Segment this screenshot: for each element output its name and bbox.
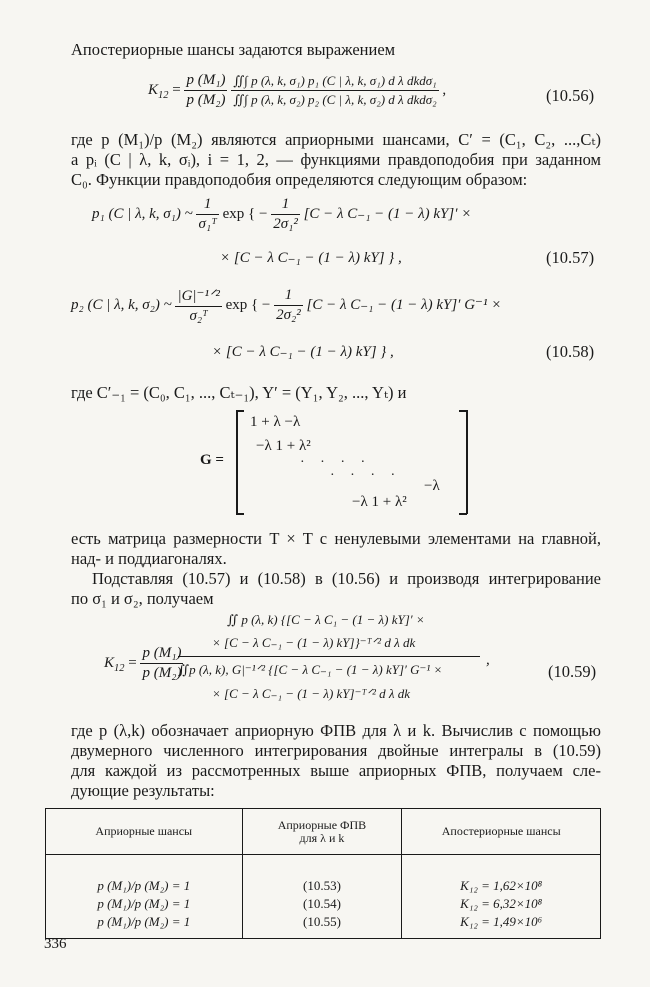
matrix-right-bracket-bottom xyxy=(459,513,467,515)
eq57-number: (10.57) xyxy=(546,248,595,267)
matrix-right-bracket-top xyxy=(459,410,467,412)
para1-line2: а pᵢ (C | λ, k, σᵢ), i = 1, 2, — функциями правдоподобия при заданном xyxy=(71,150,601,169)
table-cell: K₁₂ = 1,62×10⁸ xyxy=(402,877,601,895)
matrix-left-bracket xyxy=(236,410,238,514)
matrix-row-4: −λ 1 + λ² xyxy=(352,494,407,510)
intro-text: Апостериорные шансы задаются выражением xyxy=(71,40,396,59)
equation-10-56: $K_{12}$ = $\frac{\text{p (M₁)}}{\text{p (M₂)}}$ $\frac{\text{∬∫ p (λ, k, σ₁) p₁ (C | λ, k, σ₁) d λ dkdσ₁}}{\text{∬∫ p (λ, k, σ₂) p₂ (C | λ, k, σ₂) d λ dkdσ₂}}$ , xyxy=(148,72,447,108)
table-spacer-row xyxy=(46,855,601,877)
table-header: Априорные шансы xyxy=(46,809,243,855)
eq59-num-line2: × [C − λ C₋₁ − (1 − λ) kY]}⁻ᵀᐟ² d λ dk xyxy=(212,635,416,650)
matrix-dots-2: · · · · xyxy=(330,468,402,483)
equation-10-58-line1: p₂ (C | λ, k, σ₂) ~ $\frac{\text{|G|⁻¹ᐟ²}}{\text{σ₂ᵀ}}$ exp { − $\frac{1}{\text{2σ₂²}}$ [C − λ C₋₁ − (1 − λ) kY]′ G⁻¹ × xyxy=(71,287,502,324)
para5-line3: для каждой из рассмотренных выше априорных ФПВ, получаем сле- xyxy=(71,761,601,780)
eq59-den-line1: ∬p (λ, k), G|⁻¹ᐟ² {[C − λ C₋₁ − (1 − λ) kY]′ G⁻¹ × xyxy=(178,662,443,677)
matrix-left-bracket-top xyxy=(236,410,244,412)
matrix-row-3: −λ xyxy=(424,478,440,494)
matrix-lhs: G = xyxy=(200,452,224,468)
eq59-den-line2: × [C − λ C₋₁ − (1 − λ) kY]⁻ᵀᐟ² d λ dk xyxy=(212,686,411,701)
eq59-fraction-bar xyxy=(178,656,480,657)
eq59-comma: , xyxy=(486,652,490,668)
matrix-row-1: 1 + λ −λ xyxy=(250,414,301,430)
eq56-integral-ratio: $\frac{\text{∬∫ p (λ, k, σ₁) p₁ (C | λ, k, σ₁) d λ dkdσ₁}}{\text{∬∫ p (λ, k, σ₂) p₂ (C | λ, k, σ₂) d λ dkdσ₂}}$ xyxy=(233,73,437,107)
table-bottom-row xyxy=(46,931,601,939)
table-header-row xyxy=(46,809,601,855)
para5-line2: двумерного численного интегрирования двойные интегралы в (10.59) xyxy=(71,741,601,760)
para2-text: где C′₋₁ = (C₀, C₁, ..., Cₜ₋₁), Y′ = (Y₁, Y₂, ..., Yₜ) и xyxy=(71,383,407,402)
table-header: Апостериорные шансы xyxy=(402,809,601,855)
table-cell: p (M₁)/p (M₂) = 1 xyxy=(46,877,243,895)
para1-line3: C₀. Функции правдоподобия определяются следующим образом: xyxy=(71,170,528,189)
table-cell: (10.55) xyxy=(242,913,402,931)
para3-line2: над- и поддиагоналях. xyxy=(71,549,227,568)
results-table xyxy=(45,808,601,939)
table-cell: (10.53) xyxy=(242,877,402,895)
page-number: 336 xyxy=(44,936,67,952)
matrix-row-2: −λ 1 + λ² xyxy=(256,438,311,454)
table-cell: K₁₂ = 6,32×10⁸ xyxy=(402,895,601,913)
eq58-number: (10.58) xyxy=(546,342,595,361)
table-row xyxy=(46,895,601,913)
table-cell: K₁₂ = 1,49×10⁶ xyxy=(402,913,601,931)
matrix-left-bracket-bottom xyxy=(236,513,244,515)
matrix-dots: · · · · xyxy=(300,455,372,470)
matrix-right-bracket xyxy=(466,410,468,514)
para5-line1: где p (λ,k) обозначает априорную ФПВ для λ и k. Вычислив с помощью xyxy=(71,721,601,740)
equation-10-57-line2: × [C − λ C₋₁ − (1 − λ) kY] } , xyxy=(220,250,402,266)
table-cell: p (M₁)/p (M₂) = 1 xyxy=(46,913,243,931)
equation-10-58-line2: × [C − λ C₋₁ − (1 − λ) kY] } , xyxy=(212,344,394,360)
equation-10-57-line1: p₁ (C | λ, k, σ₁) ~ $\frac{1}{\text{σ₁ᵀ}}$ exp { − $\frac{1}{\text{2σ₁²}}$ [C − λ C₋₁ − (1 − λ) kY]′ × xyxy=(92,196,472,232)
table-header: Априорные ФПВ для λ и k xyxy=(242,809,402,855)
eq59-lhs: $K_{12}$ = $\frac{\text{p (M₁)}}{\text{p (M₂)}}$ xyxy=(104,645,182,681)
eq56-lhs: $K_{12}$ xyxy=(148,81,169,101)
para4-line2: по σ₁ и σ₂, получаем xyxy=(71,589,214,608)
eq56-prior-ratio: $\frac{\text{p (M₁)}}{\text{p (M₂)}}$ xyxy=(186,72,226,108)
para1-line1: где p (M₁)/p (M₂) являются априорными шансами, C′ = (C₁, C₂, ...,Cₜ) xyxy=(71,130,601,149)
eq59-num-line1: ∬ p (λ, k) {[C − λ C₁ − (1 − λ) kY]′ × xyxy=(227,612,425,627)
table-cell: (10.54) xyxy=(242,895,402,913)
para4-line1: Подставляя (10.57) и (10.58) в (10.56) и производя интегрирование xyxy=(92,569,601,588)
para3-line1: есть матрица размерности T × T с ненулевыми элементами на главной, xyxy=(71,529,601,548)
table-row xyxy=(46,913,601,931)
eq56-number: (10.56) xyxy=(546,86,595,105)
table-cell: p (M₁)/p (M₂) = 1 xyxy=(46,895,243,913)
eq59-number: (10.59) xyxy=(548,662,597,681)
para5-line4: дующие результаты: xyxy=(71,781,215,800)
table-row xyxy=(46,877,601,895)
